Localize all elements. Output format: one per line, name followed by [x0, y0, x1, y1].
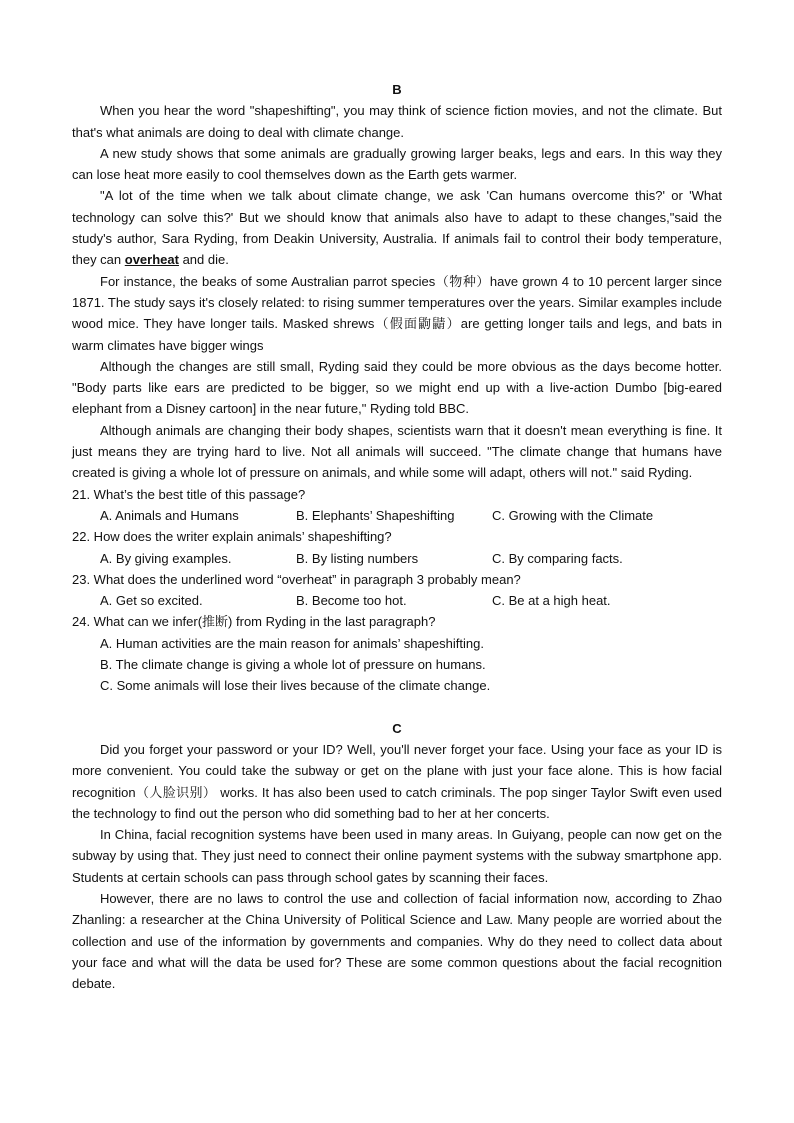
section-c-paragraph-1: Did you forget your password or your ID? Well, you'll never forget your face. Using your face as your ID is more convenient. You could take the subway or get on the plane with just your face alone. This is how facial recognition（人脸识别） works. It has also been used to catch criminals. The pop singer Taylor Swift even used the technology to find out the person who did something bad to her at her concerts.: [72, 741, 722, 821]
question-22-stem: 22. How does the writer explain animals’ shapeshifting?: [72, 529, 392, 545]
section-b-paragraph-6: Although animals are changing their body shapes, scientists warn that it doesn't mean everything is fine. It just means they are trying hard to live. Not all animals will succeed. "The climate change that humans have created is giving a whole lot of pressure on animals, and while some will adapt, others will not." said Ryding.: [72, 422, 722, 481]
question-22-options: [72, 548, 722, 569]
question-24-stem: 24. What can we infer(推断) from Ryding in the last paragraph?: [72, 614, 436, 630]
section-b-paragraph-4: For instance, the beaks of some Australian parrot species（物种）have grown 4 to 10 percent larger since 1871. The study says it's closely related: to rising summer temperatures over the years. Similar examples include wood mice. They have longer tails. Masked shrews（假面鼩鼱）are getting longer tails and legs, and bats in warm climates have bigger wings: [72, 273, 722, 353]
question-23-option-a: A. Get so excited.: [100, 593, 203, 609]
question-21: [72, 484, 722, 527]
section-c-paragraph-3: However, there are no laws to control the use and collection of facial information now, according to Zhao Zhanling: a researcher at the China University of Political Science and Law. Many people are worried about the collection and use of the information by governments and companies. Why do they need to collect data about your face and what will the data be used for? These are some common questions about the facial recognition debate.: [72, 890, 722, 992]
section-c-title: C: [392, 720, 402, 736]
question-21-stem: 21. What’s the best title of this passage?: [72, 486, 306, 502]
question-21-option-c: C. Growing with the Climate: [492, 507, 654, 523]
question-22-option-b: B. By listing numbers: [296, 550, 419, 566]
question-21-option-a: A. Animals and Humans: [100, 507, 239, 523]
question-23-stem: 23. What does the underlined word “overheat” in paragraph 3 probably mean?: [72, 571, 521, 587]
question-24-option-b: B. The climate change is giving a whole lot of pressure on humans.: [100, 657, 486, 673]
question-24-option-a: A. Human activities are the main reason for animals’ shapeshifting.: [100, 635, 484, 651]
section-b-paragraph-2: A new study shows that some animals are gradually growing larger beaks, legs and ears. In this way they can lose heat more easily to cool themselves down as the Earth gets warmer.: [72, 145, 722, 183]
section-b-title: B: [392, 82, 402, 97]
question-23-option-c: C. Be at a high heat.: [492, 593, 611, 609]
question-21-option-b: B. Elephants’ Shapeshifting: [296, 507, 455, 523]
section-b-paragraph-5: Although the changes are still small, Ryding said they could be more obvious as the days become hotter. "Body parts like ears are predicted to be bigger, so we might end up with a live-action Dumbo [big-eared elephant from a Disney cartoon] in the near future," Ryding told BBC.: [72, 358, 722, 417]
question-22-option-a: A. By giving examples.: [100, 550, 232, 566]
question-22-option-c: C. By comparing facts.: [492, 550, 623, 566]
document-page: [72, 79, 722, 994]
question-23-options: [72, 590, 722, 611]
paragraph-3-text-before: "A lot of the time when we talk about climate change, we ask 'Can humans overcome this?' or 'What technology can solve this?' But we should know that animals also have to adapt to these changes,"said the study's author, Sara Ryding, from Deakin University, Australia. If animals fail to control their body temperature, they can: [72, 188, 722, 268]
question-24-option-c: C. Some animals will lose their lives because of the climate change.: [100, 678, 491, 694]
question-24: [72, 611, 722, 696]
paragraph-3-text-after: and die.: [178, 252, 229, 268]
question-23: [72, 569, 722, 612]
section-b-paragraph-3: [72, 185, 722, 270]
question-22: [72, 526, 722, 569]
section-c-paragraph-2: In China, facial recognition systems have been used in many areas. In Guiyang, people can now get on the subway by using that. They just need to connect their online payment systems with the subway smartphone app. Students at certain schools can pass through school gates by scanning their faces.: [72, 827, 722, 885]
question-21-options: [72, 505, 722, 526]
section-spacer: [72, 697, 722, 718]
question-23-option-b: B. Become too hot.: [296, 593, 407, 609]
section-b-paragraph-1: When you hear the word "shapeshifting", you may think of science fiction movies, and not the climate. But that's what animals are doing to deal with climate change.: [72, 103, 722, 140]
underlined-word-overheat: overheat: [124, 252, 179, 268]
